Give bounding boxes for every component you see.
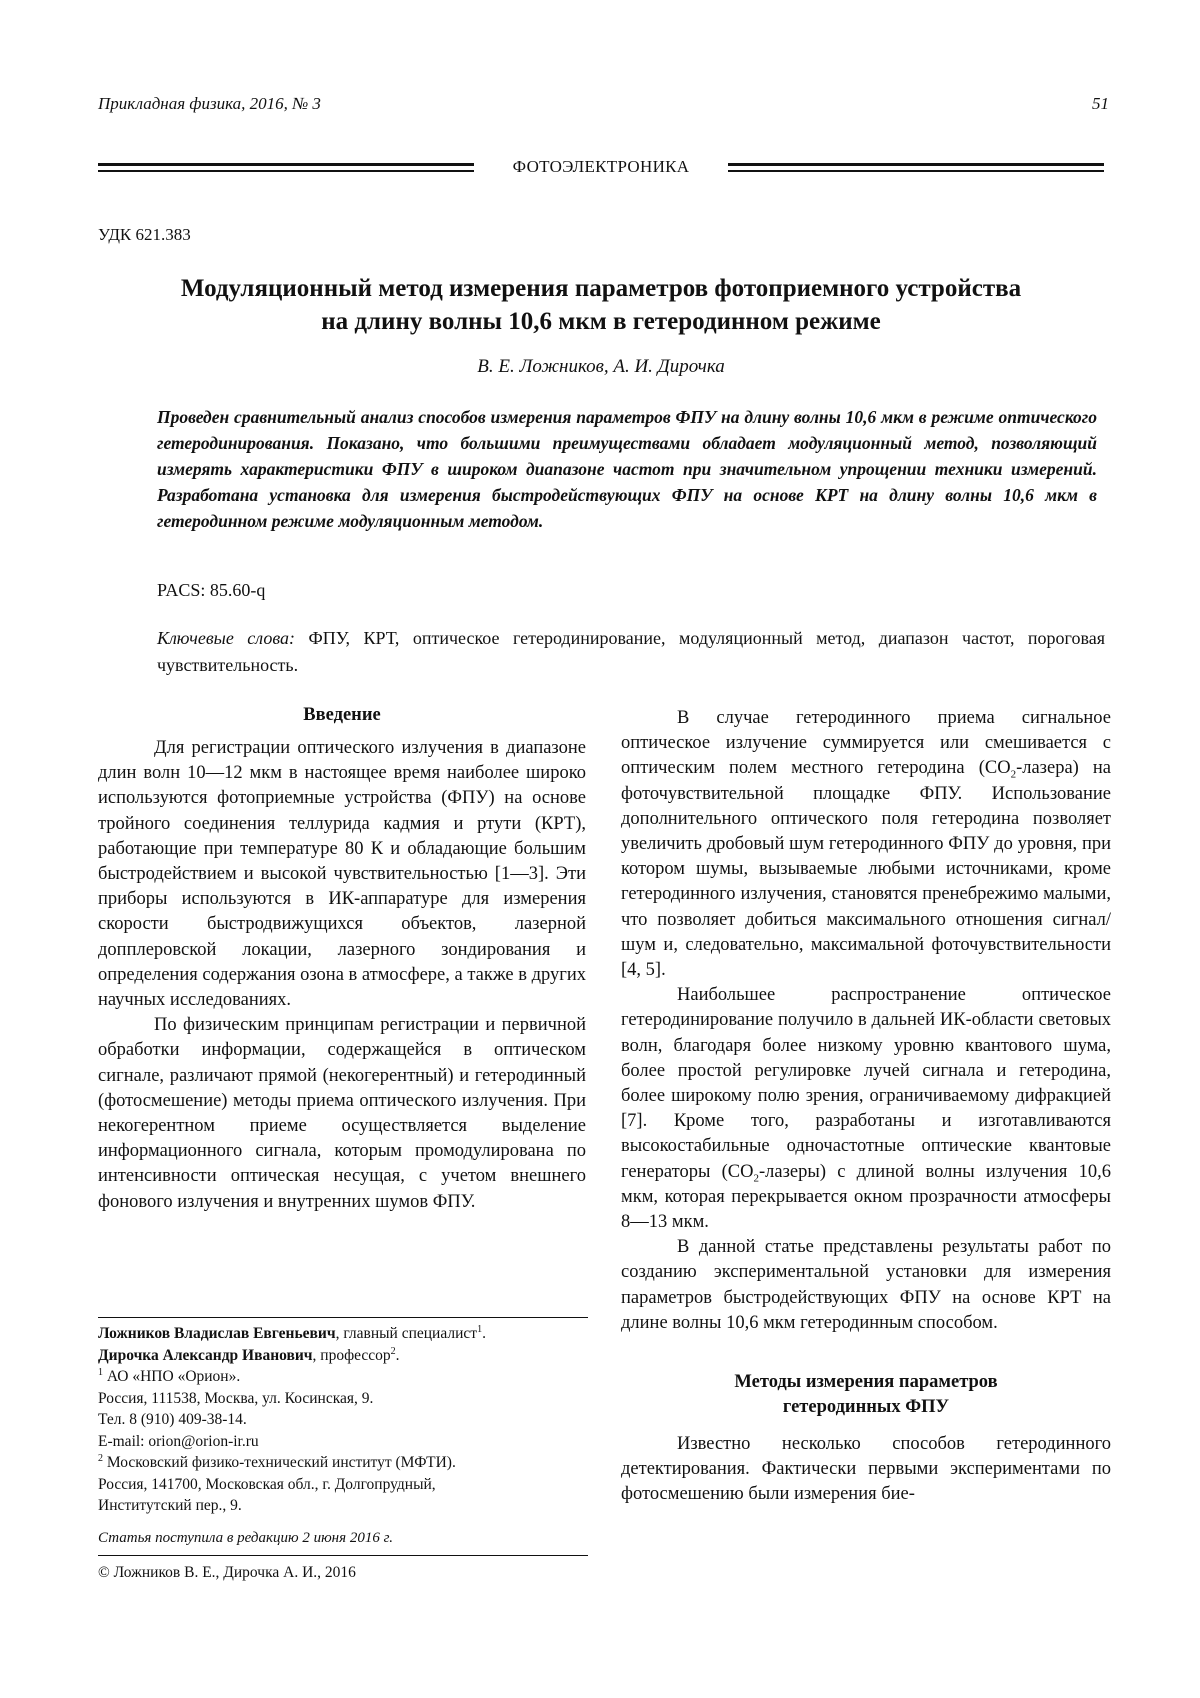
- udk-code: УДК 621.383: [98, 225, 191, 244]
- left-column: [98, 705, 586, 1215]
- title-line-2: на длину волны 10,6 мкм в гетеродинном режиме: [321, 308, 881, 335]
- pacs-code: PACS: 85.60-q: [157, 580, 266, 600]
- footnote-author-2: Дирочка Александр Иванович, профессор$^2$.: [98, 1345, 400, 1364]
- author-footnotes: [98, 1323, 588, 1517]
- footnote-author-1: Ложников Владислав Евгеньевич, главный специалист$^1$.: [98, 1323, 486, 1342]
- keywords: [157, 625, 1105, 679]
- paragraph: В данной статье представлены результаты работ по созданию экспериментальной установки для измерения параметров быстродействующих ФПУ на основе КРТ на длине волны 10,6 мкм гетеродинным способом.: [621, 1237, 1111, 1333]
- abstract: Проведен сравнительный анализ способов измерения параметров ФПУ на длину волны 10,6 мкм в режиме оптического гетеродинирования. Показано, что большими преимуществами обладает модуляционный метод, позволяющий измерять характеристики ФПУ в широком диапазоне частот при значительном упрощении техники измерений. Разработана установка для измерения быстродействующих ФПУ на основе КРТ на длину волны 10,6 мкм в гетеродинном режиме модуляционным методом.: [157, 407, 1097, 531]
- copyright: © Ложников В. Е., Дирочка А. И., 2016: [98, 1564, 356, 1581]
- footnote-divider: [98, 1317, 588, 1318]
- section-rule-left: [98, 163, 474, 172]
- footnote-affiliation-1: $^1$ АО «НПО «Орион».: [98, 1366, 241, 1385]
- keywords-label: Ключевые слова:: [157, 628, 296, 648]
- section-label: ФОТОЭЛЕКТРОНИКА: [512, 157, 690, 176]
- footnote-address-2b: Институтский пер., 9.: [98, 1497, 242, 1514]
- journal-title: Прикладная физика, 2016, № 3: [98, 94, 321, 113]
- received-date: Статья поступила в редакцию 2 июня 2016 г.: [98, 1530, 393, 1546]
- footnote-address-1: Россия, 111538, Москва, ул. Косинская, 9.: [98, 1389, 374, 1407]
- right-column: [621, 706, 1111, 1508]
- footnote-affiliation-2: $^2$ Московский физико-технический институт (МФТИ).: [98, 1452, 456, 1471]
- paragraph: Для регистрации оптического излучения в диапазоне длин волн 10—12 мкм в настоящее время наиболее широко используются фотоприемные устройства (ФПУ) на основе тройного соединения теллурида кадмия и ртути (КРТ), работающие при температуре 80 К и обладающие большим быстродействием и высокой чувствительностью [1—3]. Эти приборы используются в ИК-аппаратуре для измерения скорости быстродвижущихся объектов, лазерной допплеровской локации, лазерного зондирования и определения содержания озона в атмосфере, а также в других научных исследованиях.: [98, 738, 586, 1011]
- paragraph: Наибольшее распространение оптическое гетеродинирование получило в дальней ИК-области световых волн, благодаря более низкому уровню квантового шума, более простой регулировке лучей сигнала и гетеродина, более широкому полю зрения, ограничиваемому дифракцией [7]. Кроме того, разработаны и изготавливаются высокостабильные одночастотные оптические квантовые генераторы $(CO_2-лазеры)$ с длиной волны излучения 10,6 мкм, которая перекрывается окном прозрачности атмосферы 8—13 мкм.: [621, 985, 1111, 1233]
- article-authors: В. Е. Ложников, А. И. Дирочка: [477, 356, 725, 377]
- footnote-phone: Тел. 8 (910) 409-38-14.: [98, 1411, 247, 1428]
- keywords-text: ФПУ, КРТ, оптическое гетеродинирование, модуляционный метод, диапазон частот, пороговая чувствительность.: [157, 628, 1105, 675]
- section-heading-introduction: Введение: [303, 705, 381, 725]
- footnote-email: E-mail: orion@orion-ir.ru: [98, 1432, 259, 1450]
- paragraph: По физическим принципам регистрации и первичной обработки информации, содержащейся в оптическом сигнале, различают прямой (некогерентный) и гетеродинный (фотосмешение) методы приема оптического излучения. При некогерентном приеме осуществляется выделение информационного сигнала, которым промодулирована по интенсивности оптическая несущая, с учетом внешнего фонового излучения и внутренних шумов ФПУ.: [98, 1015, 586, 1212]
- page-number: 51: [1092, 94, 1109, 113]
- paragraph: В случае гетеродинного приема сигнальное оптическое излучение суммируется или смешивается с оптическим полем местного гетеродина $(CO_2-лазера)$ на фоточувствительной площадке ФПУ. Использование дополнительного оптического поля гетеродина позволяет увеличить дробовый шум гетеродинного ФПУ до уровня, при котором шумы, вызываемые любыми источниками, кроме гетеродинного излучения, становятся пренебрежимо малыми, что позволяет добиться максимального отношения сигнал/шум и, следовательно, максимальной фоточувствительности [4, 5].: [621, 708, 1112, 981]
- footnote-address-2: Россия, 141700, Московская обл., г. Долгопрудный,: [98, 1475, 436, 1493]
- article-title: [98, 272, 1104, 338]
- copyright-divider: [98, 1555, 588, 1556]
- section-rule-right: [728, 163, 1104, 172]
- paragraph: Известно несколько способов гетеродинного детектирования. Фактически первыми экспериментами по фотосмешению были измерения бие-: [621, 1434, 1111, 1505]
- title-line-1: Модуляционный метод измерения параметров фотоприемного устройства: [180, 275, 1022, 302]
- section-heading-methods: Методы измерения параметров гетеродинных ФПУ: [734, 1372, 998, 1418]
